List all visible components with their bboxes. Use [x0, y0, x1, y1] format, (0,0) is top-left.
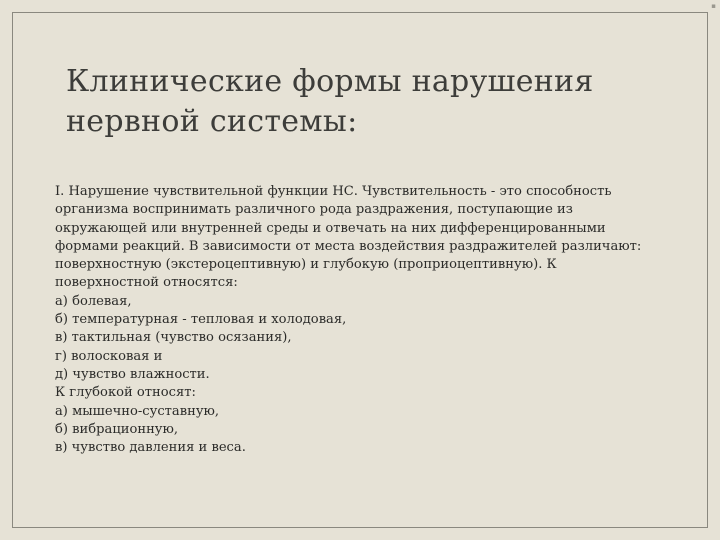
list-item: г) волосковая и: [55, 348, 163, 364]
corner-mark-icon: ▪: [711, 2, 716, 10]
body-line: К глубокой относят:: [55, 385, 196, 401]
body-line: окружающей или внутренней среды и отвечать на них дифференцированными: [55, 220, 606, 236]
body-line: I. Нарушение чувствительной функции НС. Чувствительность - это способность: [55, 184, 612, 199]
title-line-1: Клинические формы нарушения: [66, 64, 594, 99]
list-item: в) чувство давления и веса.: [55, 440, 246, 456]
slide-body-text: [55, 183, 665, 457]
list-item: а) мышечно-суставную,: [55, 403, 220, 419]
body-line: поверхностной относятся:: [55, 275, 238, 291]
list-item: б) вибрационную,: [55, 421, 179, 437]
body-line: организма воспринимать различного рода раздражения, поступающие из: [55, 202, 573, 218]
slide-title: [66, 62, 666, 142]
list-item: д) чувство влажности.: [55, 366, 210, 382]
list-item: б) температурная - тепловая и холодовая,: [55, 312, 347, 328]
body-line: формами реакций. В зависимости от места воздействия раздражителей различают:: [55, 238, 642, 254]
list-item: а) болевая,: [55, 293, 132, 309]
list-item: в) тактильная (чувство осязания),: [55, 330, 292, 346]
title-line-2: нервной системы:: [66, 104, 358, 139]
body-line: поверхностную (экстероцептивную) и глубокую (проприоцептивную). К: [55, 257, 557, 273]
